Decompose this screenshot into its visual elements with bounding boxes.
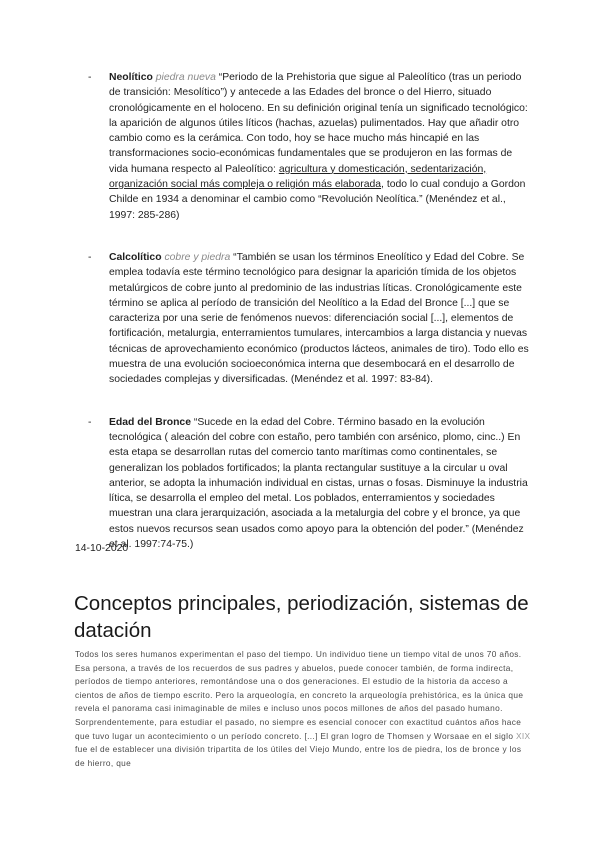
list-item-body: [109, 250, 530, 388]
list-item-neolitico: [90, 70, 530, 223]
paragraph-text-end: fue el de establecer una división tripartita de los útiles del Viejo Mundo, entre los de piedra, los de bronce y los de hierro, que: [75, 744, 522, 768]
definition-text: “También se usan los términos Eneolítico y Edad del Cobre. Se emplea todavía este término tecnológico para designar la aparición tímida de los objetos metalúrgicos de cobre junto al predominio de las industrias líticas. Cronológicamente este término se aplica al período de transición del Neolítico a la Edad del Bronce [...] que se caracteriza por una serie de fenómenos nuevos: diferenciación social [...], elementos de fortificación, metalurgia, enterramientos tumulares, intercambios a larga distancia y nuevas técnicas de aprovechamiento económico (productos lácteos, animales de tiro). Todo ello es muestra de una evolución socioeconómica interna que desembocará en el desarrollo de sociedades complejas y diversificadas. (Menéndez et al. 1997: 83-84).: [109, 251, 529, 386]
list-item-body: [109, 70, 530, 223]
paragraph-text: Todos los seres humanos experimentan el paso del tiempo. Un individuo tiene un tiempo vital de unos 70 años. Esa persona, a través de los recuerdos de sus padres y abuelos, puede conocer también, de forma indirecta, períodos de tiempo anteriores, remontándose una o dos generaciones. El estudio de la historia da acceso a cientos de años de tiempo escrito. Pero la arqueología, en concreto la arqueología prehistórica, es la única que revela el panorama casi inimaginable de miles e incluso unos pocos millones de años del pasado humano. Sorprendentemente, para estudiar el pasado, no siempre es esencial conocer con exactitud cuántos años hace que tuvo lugar un acontecimiento o un período concreto. [...] El gran logro de Thomsen y Worsaae en el siglo: [75, 649, 524, 741]
term-calcolitico: Calcolítico: [109, 251, 162, 263]
section-heading: Conceptos principales, periodización, sistemas de datación: [74, 592, 529, 642]
body-paragraph: [75, 648, 533, 770]
definition-text: “Periodo de la Prehistoria que sigue al Paleolítico (tras un periodo de transición: Mesolítico”) y antecede a las Edades del bronce o del Hierro, situado cronológicamente en el holoceno. En su definición original tenía un significado tecnológico: la aparición de algunos útiles líticos (hachas, azuelas) pulimentados. Hay que añadir otro cambio como es la cerámica. Con todo, hoy se hace mucho más hincapié en las transformaciones socio-económicas fundamentales que se produjeron en las formas de vida humana respecto al Paleolítico:: [109, 72, 528, 175]
list-item-edad-del-bronce: [90, 415, 530, 553]
term-edad-del-bronce: Edad del Bronce: [109, 416, 191, 428]
underlined-link[interactable]: agricultura y domesticación, sedentarización, organización social más compleja o religión más elaborada: [109, 163, 487, 191]
century-numeral: XIX: [515, 730, 531, 741]
term-translation: piedra nueva: [155, 72, 216, 83]
term-translation: cobre y piedra: [164, 251, 231, 263]
list-item-body: [109, 415, 530, 553]
definition-text-end: , todo lo cual condujo a Gordon Childe en 1934 a denominar el cambio como “Revolución Neolítica.” (Menéndez et al., 1997: 285-286): [109, 179, 526, 221]
list-dash: -: [88, 72, 92, 83]
list-dash: -: [88, 416, 92, 428]
date-label: 14-10-2020: [75, 543, 129, 554]
list-item-calcolitico: [90, 250, 530, 388]
period-definitions-list: [90, 70, 530, 579]
definition-text: “Sucede en la edad del Cobre. Término basado en la evolución tecnológica ( aleación del cobre con estaño, pero también con arsénico, plomo, cinc..) En esta etapa se desarrollan rutas del comercio tanto marítimas como continentales, se generalizan los poblados fortificados; la planta rectangular sustituye a la circular u oval anterior, se adopta la inhumación individual en cistas, urnas o fosas. Disminuye la industria lítica, se desarrolla el empleo del metal. Los poblados, enterramientos y sociedades muestran una clara jerarquización, asociada a la metalurgia del cobre y el bronce, ya que estos nuevos recursos sean usados como apoyo para la obtención del poder.” (Menéndez et al. 1997:74-75.): [109, 416, 528, 551]
term-neolitico: Neolítico: [109, 72, 153, 83]
list-dash: -: [88, 251, 92, 263]
